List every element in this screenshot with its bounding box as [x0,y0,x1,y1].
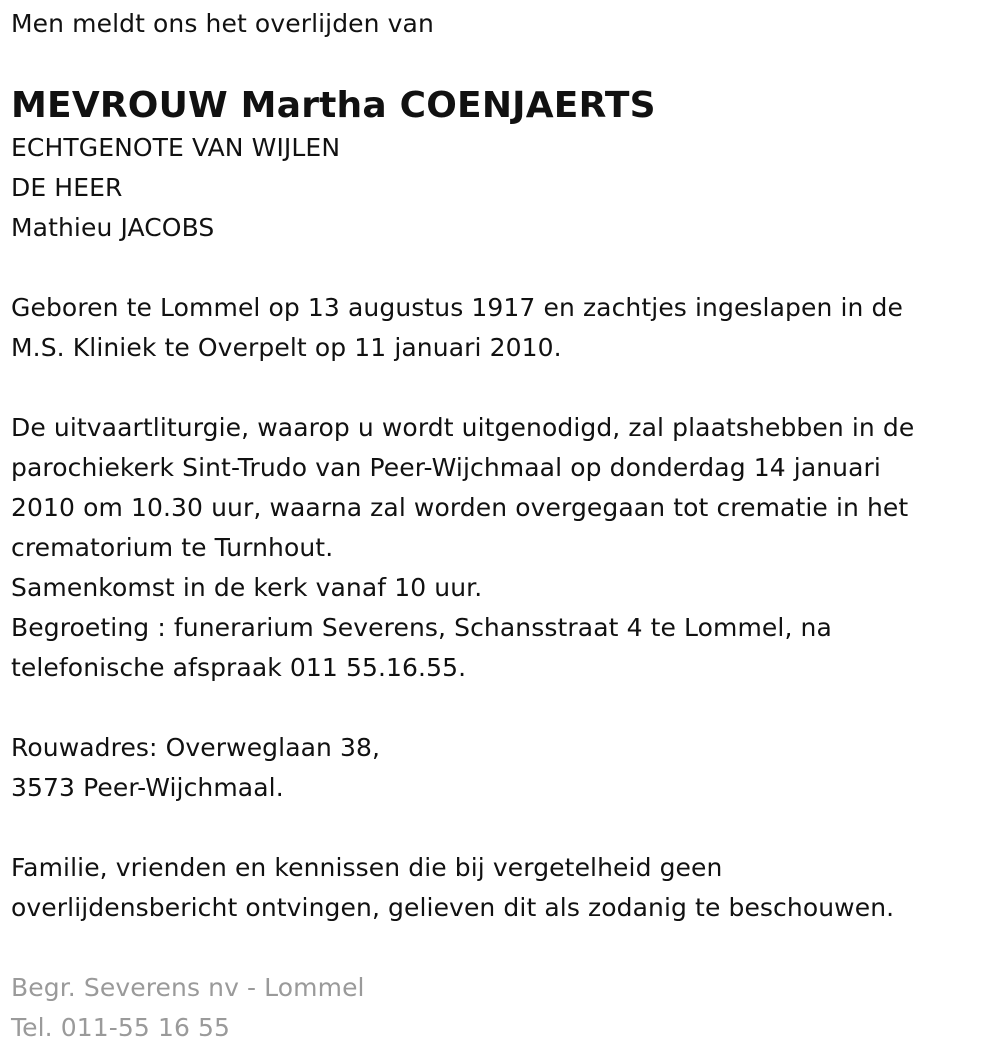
section-spacer [11,248,991,288]
footer-company: Begr. Severens nv - Lommel [11,973,365,1002]
section-spacer [11,688,991,728]
paragraph-line: overlijdensbericht ontvingen, gelieven dit als zodanig te beschouwen. [11,893,895,922]
paragraph-line: telefonische afspraak 011 55.16.55. [11,653,467,682]
paragraph-line: 2010 om 10.30 uur, waarna zal worden overgegaan tot crematie in het [11,493,909,522]
section-spacer [11,928,991,968]
address-line: 3573 Peer-Wijchmaal. [11,773,284,802]
section-spacer [11,808,991,848]
funeral-paragraph [11,408,991,688]
deceased-name: MEVROUW Martha COENJAERTS [11,85,656,126]
address-line: Rouwadres: Overweglaan 38, [11,733,381,762]
section-spacer [11,368,991,408]
intro-text: Men meldt ons het overlijden van [11,9,434,38]
paragraph-line: De uitvaartliturgie, waarop u wordt uitgenodigd, zal plaatshebben in de [11,413,915,442]
birth-death-paragraph [11,288,991,368]
paragraph-line: Geboren te Lommel op 13 augustus 1917 en zachtjes ingeslapen in de [11,293,903,322]
notice-paragraph [11,848,991,928]
relation-line: ECHTGENOTE VAN WIJLEN [11,133,341,162]
footer-phone: Tel. 011-55 16 55 [11,1013,231,1042]
relation-line: Mathieu JACOBS [11,213,215,242]
mourning-address [11,728,991,808]
relation-line: DE HEER [11,173,123,202]
paragraph-line: crematorium te Turnhout. [11,533,334,562]
paragraph-line: parochiekerk Sint-Trudo van Peer-Wijchmaal op donderdag 14 januari [11,453,881,482]
funeral-home-footer [11,968,991,1048]
paragraph-line: M.S. Kliniek te Overpelt op 11 januari 2010. [11,333,562,362]
paragraph-line: Familie, vrienden en kennissen die bij vergetelheid geen [11,853,723,882]
obituary-notice [11,0,991,1048]
paragraph-line: Samenkomst in de kerk vanaf 10 uur. [11,573,483,602]
paragraph-line: Begroeting : funerarium Severens, Schansstraat 4 te Lommel, na [11,613,832,642]
